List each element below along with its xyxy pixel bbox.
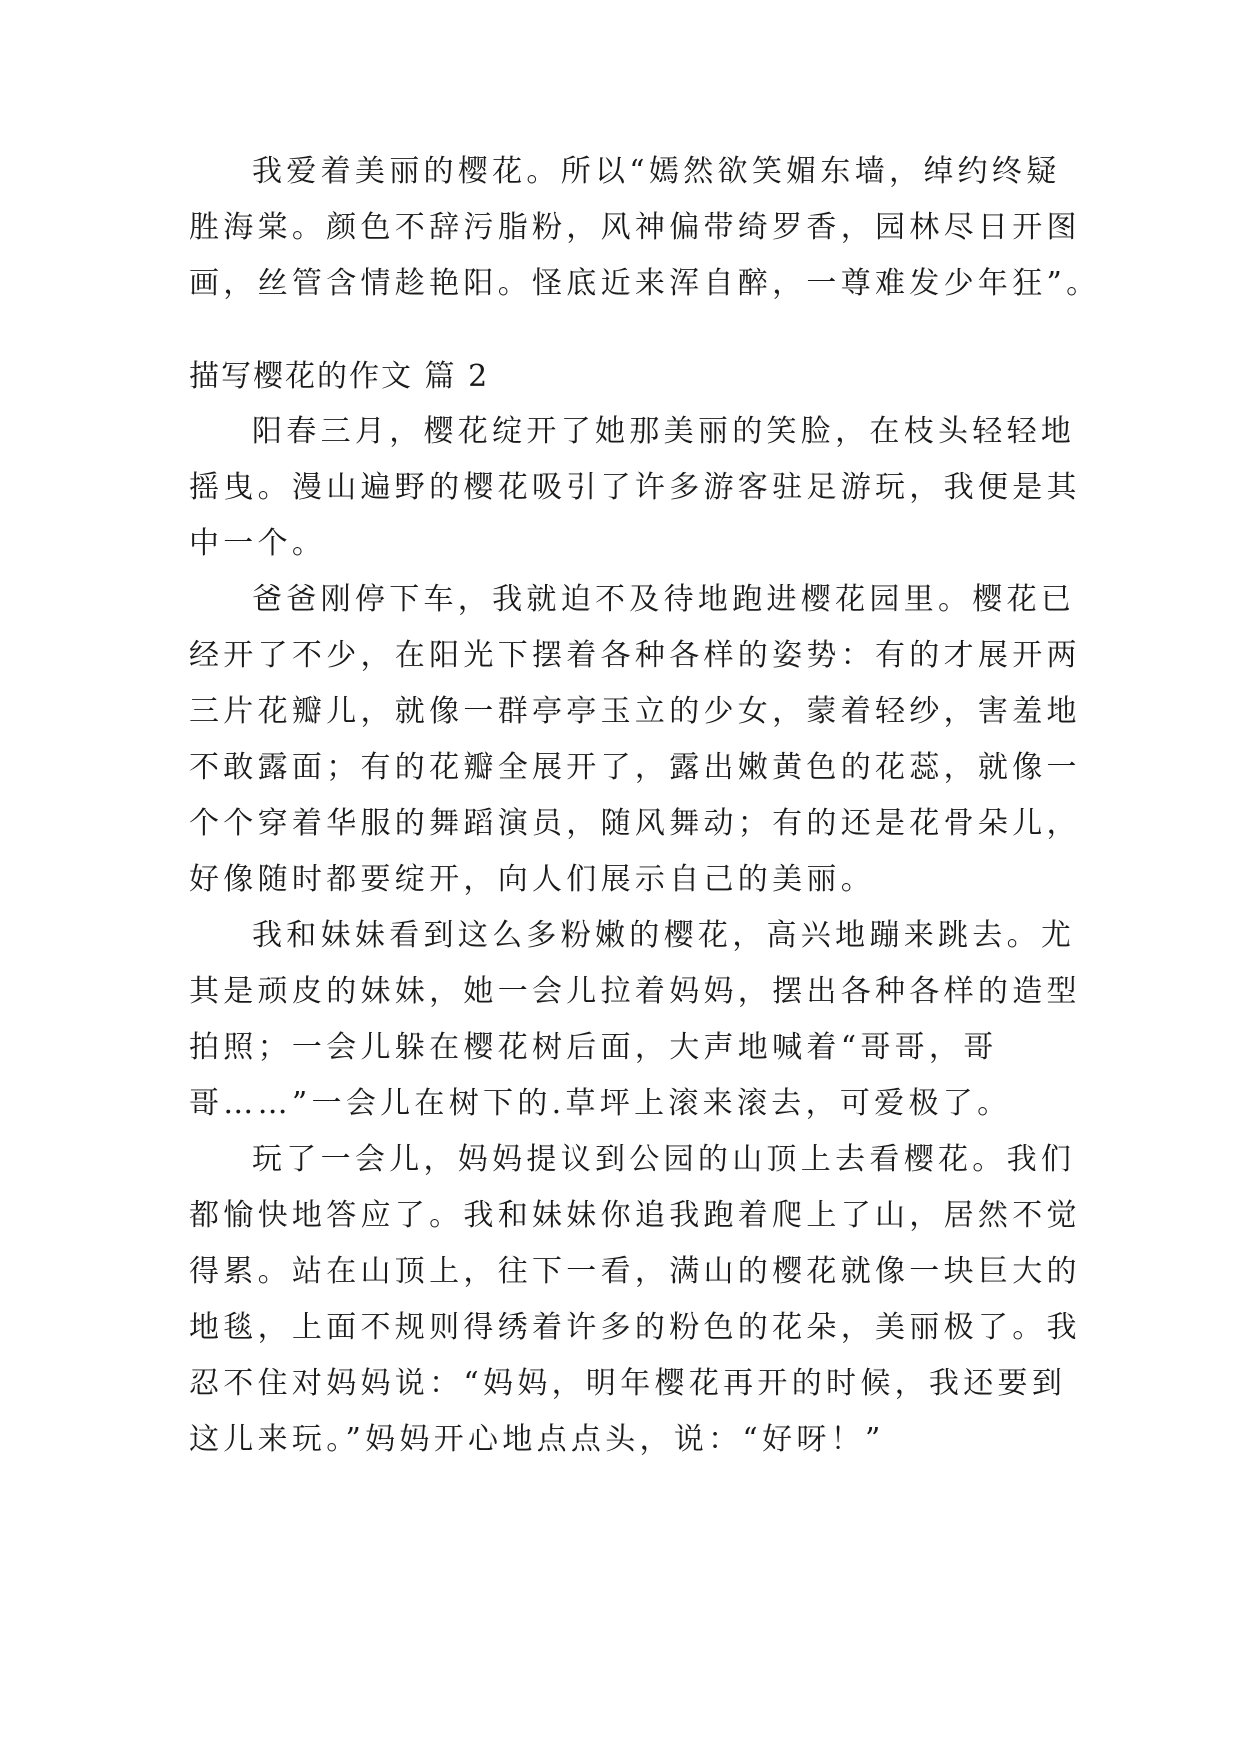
paragraph-line: 中一个。 bbox=[189, 526, 327, 561]
paragraph-line: 摇曳。漫山遍野的樱花吸引了许多游客驻足游玩，我便是其 bbox=[189, 470, 1081, 505]
paragraph-line: 这儿来玩。”妈妈开心地点点头，说：“好呀！” bbox=[189, 1422, 885, 1457]
paragraph-line: 我和妹妹看到这么多粉嫩的樱花，高兴地蹦来跳去。尤 bbox=[252, 918, 1076, 953]
paragraph-line: 不敢露面；有的花瓣全展开了，露出嫩黄色的花蕊，就像一 bbox=[189, 750, 1081, 785]
paragraph-line: 得累。站在山顶上，往下一看，满山的樱花就像一块巨大的 bbox=[189, 1254, 1081, 1289]
paragraph-line: 都愉快地答应了。我和妹妹你追我跑着爬上了山，居然不觉 bbox=[189, 1198, 1081, 1233]
paragraph-line: 个个穿着华服的舞蹈演员，随风舞动；有的还是花骨朵儿， bbox=[189, 806, 1081, 841]
paragraph-line: 玩了一会儿，妈妈提议到公园的山顶上去看樱花。我们 bbox=[252, 1142, 1076, 1177]
paragraph-line: 忍不住对妈妈说：“妈妈，明年樱花再开的时候，我还要到 bbox=[189, 1366, 1067, 1401]
paragraph-line: 三片花瓣儿，就像一群亭亭玉立的少女，蒙着轻纱，害羞地 bbox=[189, 694, 1081, 729]
paragraph-line: 经开了不少，在阳光下摆着各种各样的姿势：有的才展开两 bbox=[189, 638, 1081, 673]
paragraph-line: 阳春三月，樱花绽开了她那美丽的笑脸，在枝头轻轻地 bbox=[252, 414, 1076, 449]
paragraph-line: 爸爸刚停下车，我就迫不及待地跑进樱花园里。樱花已 bbox=[252, 582, 1076, 617]
paragraph-line: 我爱着美丽的樱花。所以“嫣然欲笑媚东墙，绰约终疑 bbox=[252, 154, 1061, 189]
paragraph-line: 胜海棠。颜色不辞污脂粉，风神偏带绮罗香，园林尽日开图 bbox=[189, 210, 1081, 245]
paragraph-line: 哥……”一会儿在树下的.草坪上滚来滚去，可爱极了。 bbox=[189, 1086, 1012, 1121]
paragraph-line: 其是顽皮的妹妹，她一会儿拉着妈妈，摆出各种各样的造型 bbox=[189, 974, 1081, 1009]
section-title: 描写樱花的作文 篇 2 bbox=[189, 359, 490, 394]
paragraph-line: 好像随时都要绽开，向人们展示自己的美丽。 bbox=[189, 862, 875, 897]
paragraph-line: 拍照；一会儿躲在樱花树后面，大声地喊着“哥哥，哥 bbox=[189, 1030, 998, 1065]
paragraph-line: 地毯，上面不规则得绣着许多的粉色的花朵，美丽极了。我 bbox=[189, 1310, 1081, 1345]
paragraph-line: 画，丝管含情趁艳阳。怪底近来浑自醉，一尊难发少年狂”。 bbox=[189, 266, 1101, 301]
